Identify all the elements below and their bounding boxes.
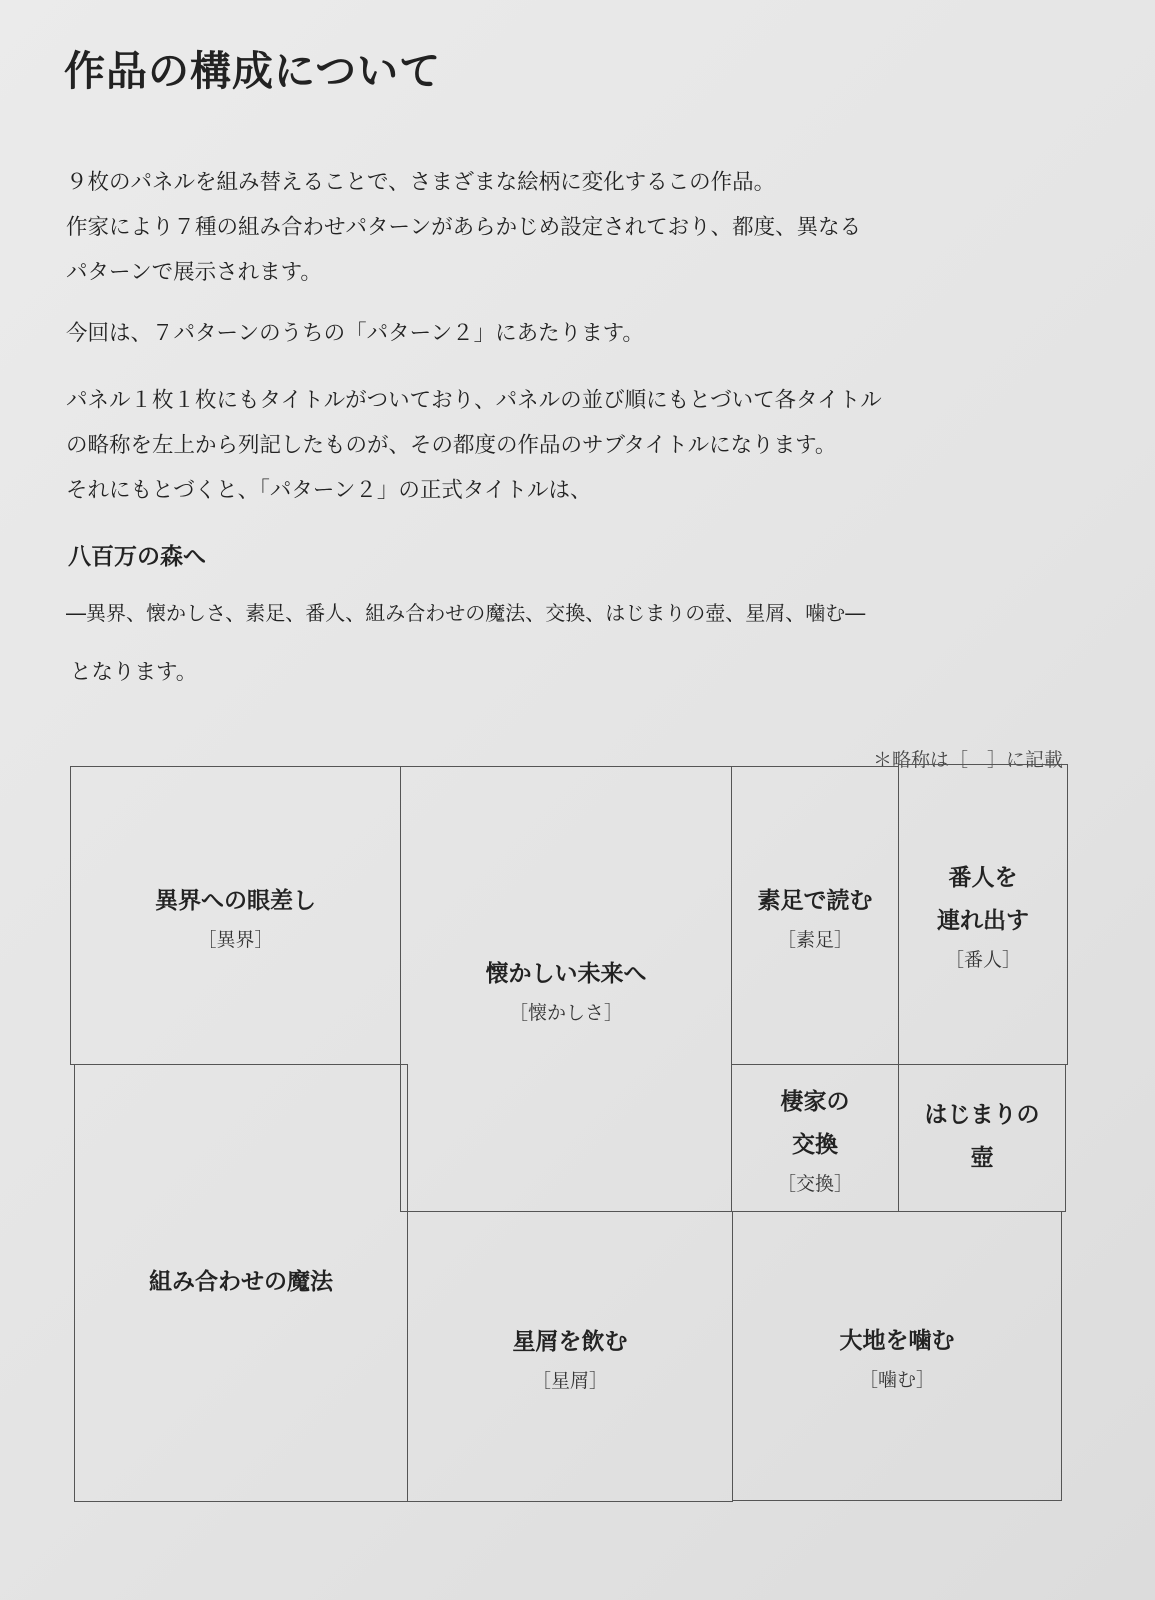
panel-cell: [400, 766, 732, 1212]
intro-line: パターンで展示されます。: [66, 260, 322, 285]
panel-abbreviation: ［交換］: [776, 1172, 853, 1195]
panel-title: 組み合わせの魔法: [149, 1268, 333, 1295]
panel-cell: [732, 1211, 1062, 1501]
panel-abbreviation: ［番人］: [944, 949, 1021, 971]
panel-abbreviation: ［噛む］: [858, 1369, 935, 1391]
abbreviation-note: ＊略称は［ ］に記載: [872, 749, 1063, 771]
work-subtitle: ―異界、懐かしさ、素足、番人、組み合わせの魔法、交換、はじまりの壺、星屑、噛む―: [66, 601, 866, 625]
intro-line: それにもとづくと、「パターン２」の正式タイトルは、: [66, 478, 592, 503]
intro-line: の略称を左上から列記したものが、その都度の作品のサブタイトルになります。: [66, 433, 837, 458]
panel-abbreviation: ［星屑］: [531, 1369, 608, 1392]
panel-abbreviation: ［異界］: [197, 928, 274, 951]
panel-cell: [407, 1211, 733, 1502]
panel-title: 番人を 連れ出す: [937, 865, 1029, 934]
panel-title: はじまりの 壺: [924, 1102, 1040, 1171]
panel-abbreviation: ［懐かしさ］: [508, 1002, 623, 1024]
panel-title: 懐かしい未来へ: [485, 961, 647, 987]
panel-title: 星屑を飲む: [512, 1328, 628, 1355]
panel-cell: [898, 764, 1068, 1065]
panel-cell: [731, 1064, 899, 1212]
intro-line: 今回は、７パターンのうちの「パターン２」にあたります。: [66, 321, 644, 346]
closing-text: となります。: [70, 660, 198, 685]
panel-title: 異界への眼差し: [155, 887, 316, 914]
panel-title: 棲家の 交換: [780, 1088, 850, 1158]
panel-title: 大地を噛む: [839, 1328, 955, 1354]
panel-cell: [70, 766, 401, 1065]
intro-line: パネル１枚１枚にもタイトルがついており、パネルの並び順にもとづいて各タイトル: [66, 388, 882, 413]
work-title: 八百万の森へ: [68, 544, 206, 570]
page-title: 作品の構成について: [64, 47, 442, 95]
intro-line: ９枚のパネルを組み替えることで、さまざまな絵柄に変化するこの作品。: [66, 170, 776, 195]
panel-cell: [898, 1064, 1066, 1212]
panel-abbreviation: ［素足］: [776, 928, 853, 951]
panel-cell: [731, 766, 899, 1065]
panel-title: 素足で読む: [757, 887, 873, 914]
intro-line: 作家により７種の組み合わせパターンがあらかじめ設定されており、都度、異なる: [66, 215, 862, 240]
panel-cell: [74, 1064, 408, 1502]
